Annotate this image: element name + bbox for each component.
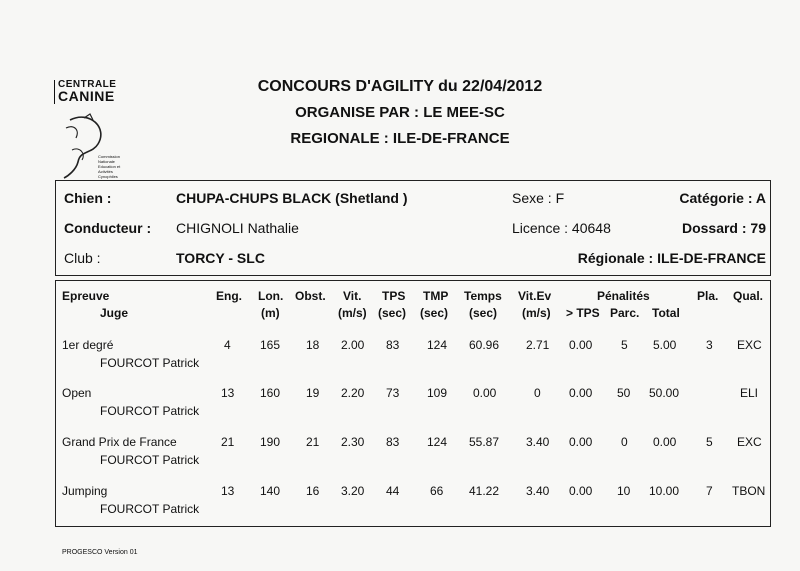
row-pen-total: 0.00 (653, 435, 677, 449)
row-eng: 4 (224, 338, 231, 352)
results-table (55, 280, 771, 527)
row-pla: 5 (706, 435, 713, 449)
col-eng: Eng. (216, 289, 242, 303)
row-epreuve: Jumping (62, 484, 108, 498)
row-pen-tps: 0.00 (569, 338, 593, 352)
row-epreuve: Grand Prix de France (62, 435, 177, 449)
row-vitev: 0 (534, 386, 541, 400)
footer-version: PROGESCO Version 01 (62, 549, 138, 556)
row-tps: 83 (386, 338, 400, 352)
row-pla: 7 (706, 484, 713, 498)
row-vit: 2.30 (341, 435, 365, 449)
row-epreuve: Open (62, 386, 92, 400)
row-tmp: 109 (427, 386, 448, 400)
row-obst: 19 (306, 386, 320, 400)
row-tps: 83 (386, 435, 400, 449)
chien-label: Chien : (64, 190, 112, 206)
row-juge: FOURCOT Patrick (100, 453, 200, 467)
row-vitev: 3.40 (526, 484, 550, 498)
col-tmp: TMP (423, 289, 449, 303)
row-tps: 44 (386, 484, 400, 498)
row-qual: EXC (737, 435, 762, 449)
row-temps: 60.96 (469, 338, 500, 352)
logo-line1: CENTRALE (58, 79, 117, 90)
table-row (56, 435, 770, 475)
row-temps: 55.87 (469, 435, 500, 449)
table-row (56, 484, 770, 524)
table-row (56, 338, 770, 378)
col-pla: Pla. (697, 289, 719, 303)
row-epreuve: 1er degré (62, 338, 114, 352)
row-qual: TBON (732, 484, 766, 498)
row-obst: 18 (306, 338, 320, 352)
col-tmp-unit: (sec) (420, 306, 449, 320)
row-pen-total: 5.00 (653, 338, 677, 352)
col-vit-unit: (m/s) (338, 306, 367, 320)
row-juge: FOURCOT Patrick (100, 356, 200, 370)
row-pen-tps: 0.00 (569, 484, 593, 498)
col-qual: Qual. (733, 289, 764, 303)
sexe-value: Sexe : F (512, 190, 565, 206)
row-tmp: 124 (427, 435, 448, 449)
row-juge: FOURCOT Patrick (100, 502, 200, 516)
regional-line: REGIONALE : ILE-DE-FRANCE (290, 130, 510, 147)
conducteur-label: Conducteur : (64, 220, 152, 236)
col-epreuve: Epreuve (62, 289, 110, 303)
row-pla: 3 (706, 338, 713, 352)
col-tps-unit: (sec) (378, 306, 407, 320)
row-vitev: 2.71 (526, 338, 550, 352)
col-tps: TPS (382, 289, 406, 303)
page-title: CONCOURS D'AGILITY du 22/04/2012 (257, 78, 543, 95)
row-lon: 165 (260, 338, 281, 352)
club-value: TORCY - SLC (176, 250, 265, 266)
row-qual: ELI (740, 386, 759, 400)
categorie-value: Catégorie : A (679, 190, 766, 206)
row-temps: 41.22 (469, 484, 500, 498)
licence-value: Licence : 40648 (512, 220, 611, 236)
row-vit: 3.20 (341, 484, 365, 498)
row-temps: 0.00 (473, 386, 497, 400)
table-row (56, 386, 770, 426)
col-vit: Vit. (343, 289, 362, 303)
row-obst: 21 (306, 435, 320, 449)
row-vit: 2.00 (341, 338, 365, 352)
col-juge: Juge (100, 306, 129, 320)
row-vit: 2.20 (341, 386, 365, 400)
logo-subtitle: Commission Nationale Education et Activités Cynophiles (98, 154, 121, 179)
col-temps-unit: (sec) (469, 306, 498, 320)
row-eng: 13 (221, 386, 235, 400)
chien-value: CHUPA-CHUPS BLACK (Shetland ) (176, 190, 408, 206)
logo-line2: CANINE (58, 88, 115, 104)
col-lon-unit: (m) (261, 306, 280, 320)
row-lon: 190 (260, 435, 281, 449)
club-label: Club : (64, 250, 101, 266)
col-lon: Lon. (258, 289, 284, 303)
row-pen-total: 50.00 (649, 386, 680, 400)
row-tmp: 66 (430, 484, 444, 498)
col-pen-total: Total (652, 306, 680, 320)
row-qual: EXC (737, 338, 762, 352)
row-pen-tps: 0.00 (569, 386, 593, 400)
row-tmp: 124 (427, 338, 448, 352)
row-pen-parc: 10 (617, 484, 631, 498)
row-eng: 21 (221, 435, 235, 449)
col-vitev: Vit.Ev (518, 289, 552, 303)
row-lon: 140 (260, 484, 281, 498)
row-tps: 73 (386, 386, 400, 400)
dog-info-box (55, 180, 771, 276)
row-pen-parc: 50 (617, 386, 631, 400)
col-temps: Temps (464, 289, 502, 303)
row-juge: FOURCOT Patrick (100, 404, 200, 418)
organiser-line: ORGANISE PAR : LE MEE-SC (295, 104, 505, 121)
row-vitev: 3.40 (526, 435, 550, 449)
dossard-value: Dossard : 79 (681, 220, 766, 236)
row-pen-tps: 0.00 (569, 435, 593, 449)
col-penalites: Pénalités (597, 289, 650, 303)
col-pen-tps: > TPS (566, 306, 600, 320)
conducteur-value: CHIGNOLI Nathalie (176, 220, 299, 236)
row-pen-parc: 0 (621, 435, 628, 449)
row-eng: 13 (221, 484, 235, 498)
col-pen-parc: Parc. (610, 306, 640, 320)
row-lon: 160 (260, 386, 281, 400)
row-pen-parc: 5 (621, 338, 628, 352)
col-vitev-unit: (m/s) (522, 306, 551, 320)
regionale-value: Régionale : ILE-DE-FRANCE (577, 250, 766, 266)
col-obst: Obst. (295, 289, 326, 303)
row-pen-total: 10.00 (649, 484, 680, 498)
row-obst: 16 (306, 484, 320, 498)
